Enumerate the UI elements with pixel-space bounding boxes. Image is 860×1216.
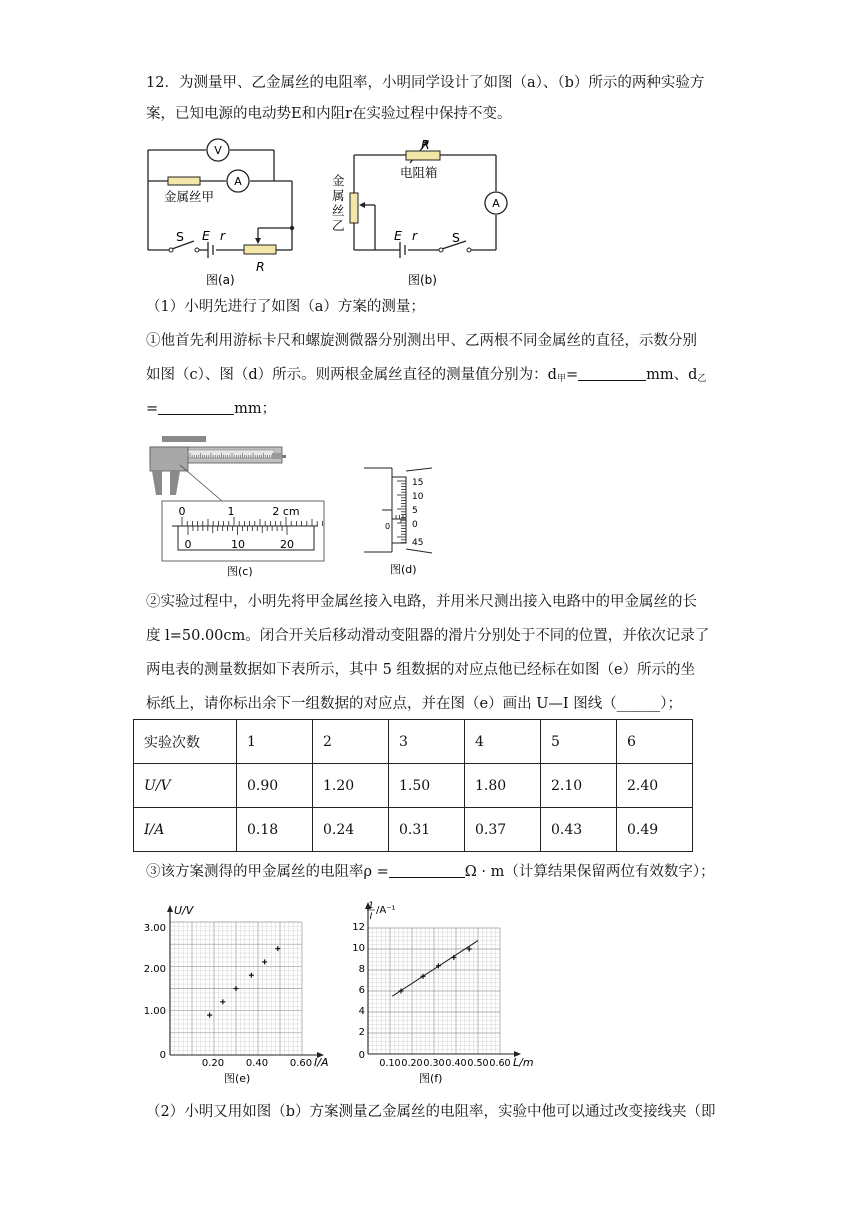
f-ylabel-num: 1 (368, 901, 374, 911)
table-cell: U/V (134, 764, 237, 808)
step1-line1: ①他首先利用游标卡尺和螺旋测微器分别测出甲、乙两根不同金属丝的直径，示数分别 (146, 333, 697, 349)
svg-text:S: S (452, 230, 460, 245)
table-cell: 0.31 (389, 808, 465, 852)
f-xtick: 0.20 (401, 1058, 423, 1069)
table-cell: 5 (541, 720, 617, 764)
e-data-point (262, 959, 267, 964)
e-caption: 图(e) (224, 1072, 251, 1085)
e-data-point (220, 999, 225, 1004)
svg-text:图(a): 图(a) (206, 273, 235, 287)
svg-text:A: A (234, 175, 242, 188)
table-cell: 0.37 (465, 808, 541, 852)
f-caption: 图(f) (419, 1072, 443, 1085)
table-cell: 1 (237, 720, 313, 764)
table-row (134, 808, 693, 852)
step1-line2: 如图（c）、图（d）所示。则两根金属丝直径的测量值分别为：$d_甲=$ mm、$d_乙$ (146, 367, 707, 384)
table-cell: I/A (134, 808, 237, 852)
data-table (133, 719, 693, 852)
svg-text:2 cm: 2 cm (272, 505, 300, 518)
f-ytick: 8 (358, 964, 365, 975)
svg-text:15: 15 (412, 478, 424, 488)
svg-text:金属丝甲: 金属丝甲 (164, 189, 215, 204)
table-row (134, 764, 693, 808)
svg-text:R: R (421, 137, 430, 152)
table-cell: 2.10 (541, 764, 617, 808)
e-ytick: 3.00 (143, 923, 166, 934)
answer-blank-d1[interactable] (578, 366, 646, 381)
figure-a-circuit (140, 133, 310, 293)
e-ylabel: U/V (174, 904, 194, 917)
step2-line1: ②实验过程中，小明先将甲金属丝接入电路，并用米尺测出接入电路中的甲金属丝的长 (146, 594, 697, 610)
answer-blank-rho[interactable] (389, 863, 465, 878)
question-intro: 12．为测量甲、乙金属丝的电阻率，小明同学设计了如图（a）、（b）所示的两种实验方案，已知电源的电动势E和内阻r在实验过程中保持不变。 (146, 75, 705, 122)
svg-text:0: 0 (184, 538, 192, 551)
f-ytick: 4 (358, 1006, 365, 1017)
table-cell: 0.43 (541, 808, 617, 852)
table-cell: 3 (389, 720, 465, 764)
e-xtick: 0.40 (245, 1058, 269, 1069)
figure-b-circuit (328, 133, 508, 293)
e-data-point (275, 946, 280, 951)
svg-text:20: 20 (280, 538, 294, 551)
step3-text: ③该方案测得的甲金属丝的电阻率ρ = Ω · m（计算结果保留两位有效数字）； (146, 864, 715, 880)
f-ytick: 0 (358, 1050, 365, 1061)
e-data-point (249, 973, 254, 978)
f-xtick: 0.60 (489, 1058, 511, 1069)
step2-line4: 标纸上，请你标出余下一组数据的对应点，并在图（e）画出 U—I 图线（______）； (146, 696, 682, 712)
step2-line2: 度 l=50.00cm。闭合开关后移动滑动变阻器的滑片分别处于不同的位置，并依次记录了 (146, 628, 710, 644)
f-xlabel: L/m (513, 1056, 534, 1069)
svg-text:10: 10 (412, 492, 424, 502)
svg-text:S: S (176, 229, 184, 244)
figure-c-caliper (140, 433, 340, 583)
f-ytick: 10 (352, 943, 365, 954)
wire-b-label: 金属丝乙 (332, 173, 345, 233)
e-ytick: 0 (159, 1050, 166, 1061)
figure-e-graph (140, 900, 350, 1090)
svg-text:图(b): 图(b) (408, 273, 437, 287)
svg-text:E: E (394, 228, 402, 243)
table-cell: 实验次数 (134, 720, 237, 764)
f-xtick: 0.10 (379, 1058, 401, 1069)
svg-text:图(c): 图(c) (227, 565, 253, 578)
table-cell: 6 (617, 720, 693, 764)
table-cell: 0.49 (617, 808, 693, 852)
f-xtick: 0.50 (467, 1058, 489, 1069)
svg-text:A: A (492, 197, 500, 210)
svg-text:图(d): 图(d) (390, 563, 417, 576)
f-xtick: 0.40 (445, 1058, 467, 1069)
svg-text:1: 1 (227, 505, 235, 518)
table-cell: 0.24 (313, 808, 389, 852)
figure-f-graph (345, 898, 545, 1090)
e-ytick: 1.00 (143, 1006, 166, 1017)
table-cell: 1.80 (465, 764, 541, 808)
svg-text:E: E (202, 228, 210, 243)
f-ylabel-den: I (369, 912, 373, 922)
f-ytick: 2 (358, 1027, 365, 1038)
svg-text:r: r (220, 228, 226, 243)
f-ytick: 6 (358, 985, 365, 996)
f-ytick: 12 (352, 922, 365, 933)
table-cell: 2.40 (617, 764, 693, 808)
table-cell: 1.20 (313, 764, 389, 808)
figure-d-micrometer (358, 465, 458, 583)
table-cell: 0.90 (237, 764, 313, 808)
e-xtick: 0.20 (201, 1058, 225, 1069)
svg-text:45: 45 (412, 538, 424, 548)
e-xlabel: I/A (314, 1056, 329, 1069)
table-cell: 4 (465, 720, 541, 764)
svg-text:0: 0 (385, 522, 391, 531)
f-xtick: 0.30 (423, 1058, 445, 1069)
part2-text: （2）小明又用如图（b）方案测量乙金属丝的电阻率，实验中他可以通过改变接线夹（即 (146, 1104, 716, 1120)
svg-text:10: 10 (231, 538, 245, 551)
svg-text:0: 0 (178, 505, 186, 518)
svg-text:R: R (256, 259, 265, 274)
e-ytick: 2.00 (143, 964, 166, 975)
answer-blank-d2[interactable] (158, 400, 234, 415)
svg-text:r: r (412, 228, 418, 243)
step1-line3: = mm； (146, 401, 277, 417)
step2-line3: 两电表的测量数据如下表所示，其中 5 组数据的对应点他已经标在如图（e）所示的坐 (146, 662, 696, 678)
svg-text:5: 5 (412, 506, 418, 516)
table-cell: 2 (313, 720, 389, 764)
svg-text:电阻箱: 电阻箱 (400, 165, 438, 180)
table-row (134, 720, 693, 764)
e-data-point (234, 986, 239, 991)
e-data-point (207, 1013, 212, 1018)
e-xtick: 0.60 (289, 1058, 313, 1069)
table-cell: 0.18 (237, 808, 313, 852)
f-ylabel-unit: /A⁻¹ (376, 905, 396, 916)
svg-text:V: V (214, 144, 222, 157)
svg-text:0: 0 (412, 520, 418, 530)
table-cell: 1.50 (389, 764, 465, 808)
part1-text: （1）小明先进行了如图（a）方案的测量； (146, 299, 425, 315)
